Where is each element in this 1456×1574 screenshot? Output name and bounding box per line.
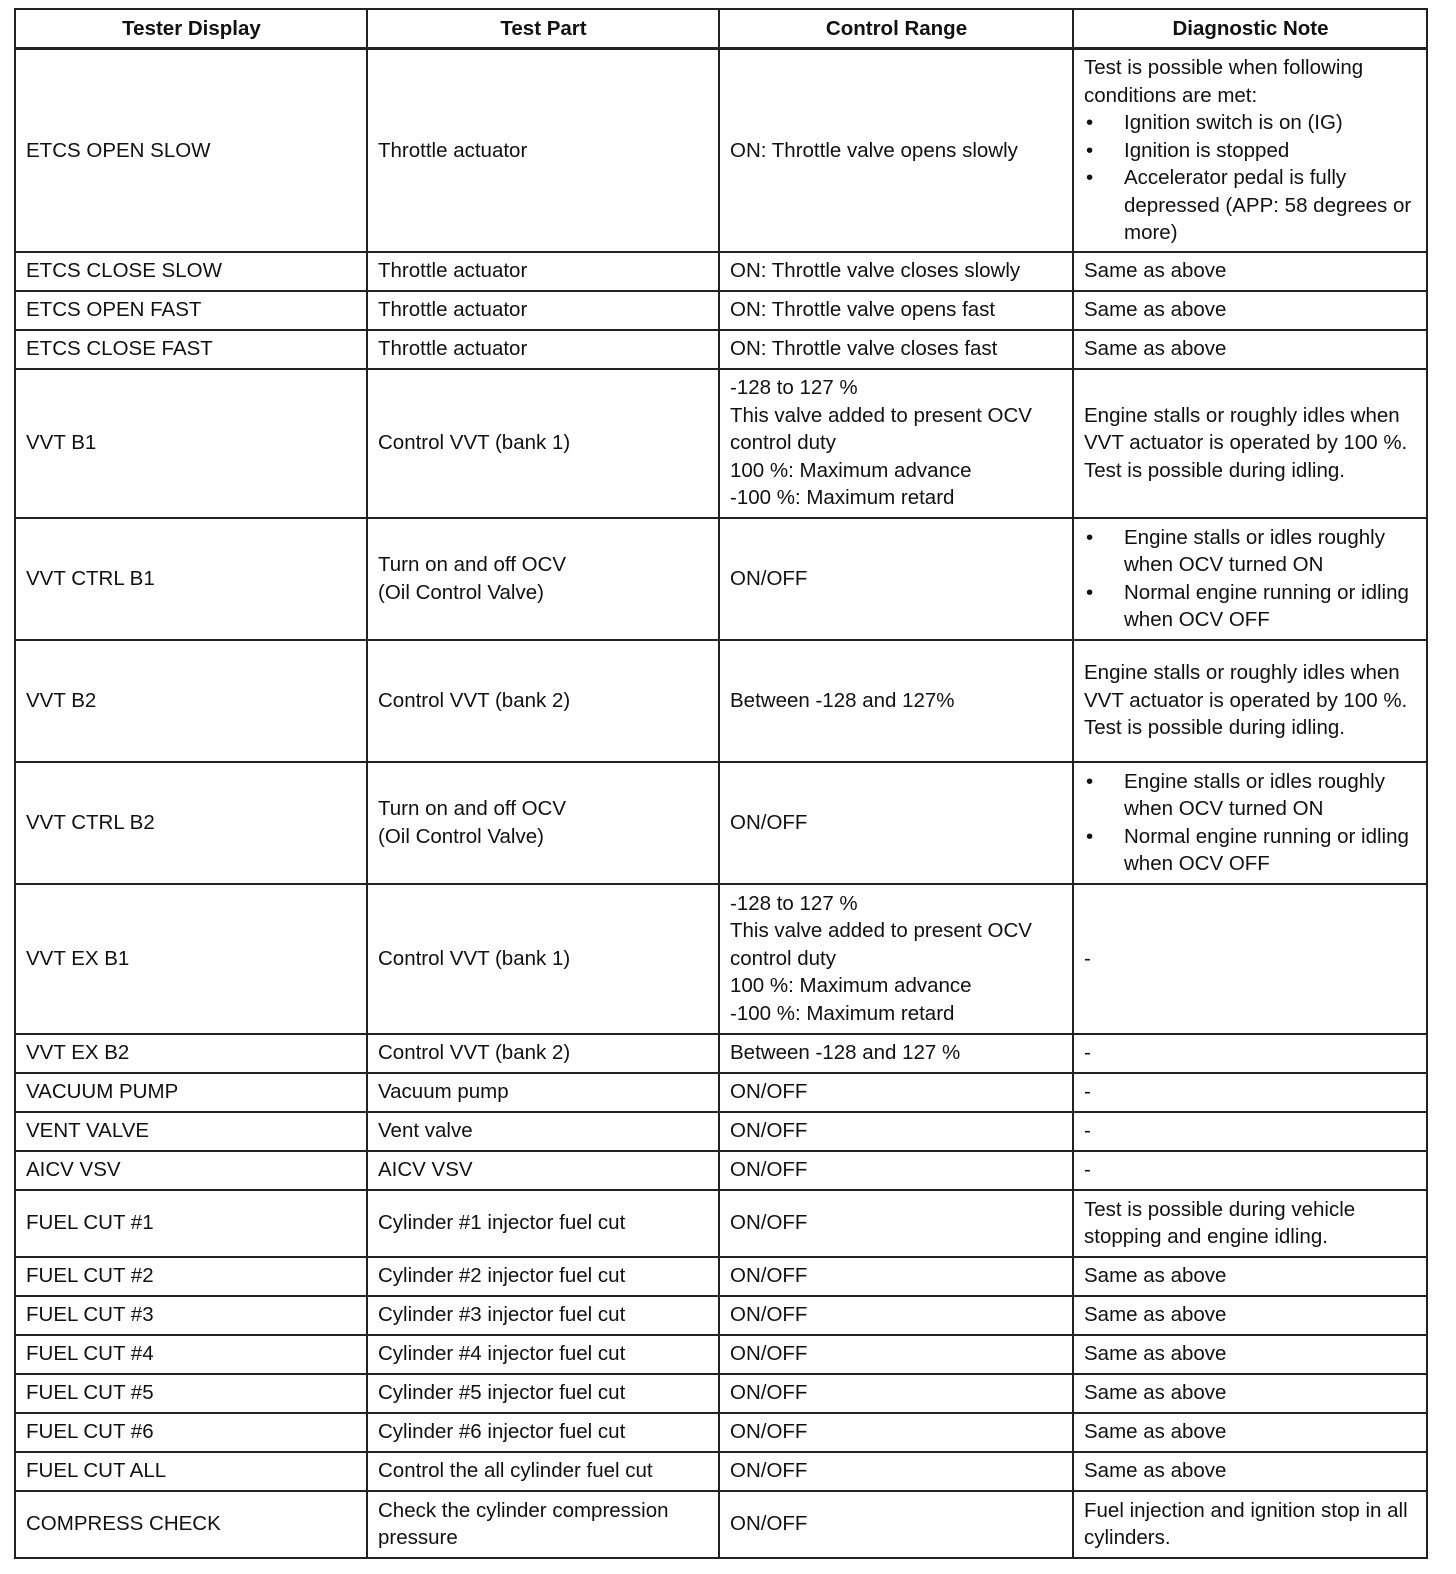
note-bullet-item: • Engine stalls or idles roughly when OCV turned ON bbox=[1084, 524, 1417, 579]
cell-test-part: Check the cylinder compression pressure bbox=[367, 1491, 719, 1558]
cell-tester-display: VVT B1 bbox=[15, 369, 367, 518]
table-row bbox=[15, 1034, 1427, 1073]
note-text: - bbox=[1084, 1041, 1091, 1065]
cell-diagnostic-note bbox=[1073, 291, 1427, 330]
cell-diagnostic-note bbox=[1073, 762, 1427, 884]
cell-test-part: Control VVT (bank 2) bbox=[367, 1034, 719, 1073]
note-text: Test is possible during vehicle stopping and engine idling. bbox=[1084, 1197, 1356, 1248]
note-text: - bbox=[1084, 1119, 1091, 1143]
cell-tester-display: VVT EX B1 bbox=[15, 884, 367, 1034]
cell-test-part: Cylinder #4 injector fuel cut bbox=[367, 1335, 719, 1374]
note-text: Same as above bbox=[1084, 1264, 1227, 1288]
cell-tester-display: VVT EX B2 bbox=[15, 1034, 367, 1073]
cell-tester-display: FUEL CUT #3 bbox=[15, 1296, 367, 1335]
cell-diagnostic-note bbox=[1073, 1073, 1427, 1112]
cell-control-range: Between -128 and 127% bbox=[719, 640, 1073, 762]
cell-control-range: ON/OFF bbox=[719, 1190, 1073, 1257]
cell-tester-display: VVT CTRL B2 bbox=[15, 762, 367, 884]
cell-control-range: ON: Throttle valve closes fast bbox=[719, 330, 1073, 369]
cell-diagnostic-note bbox=[1073, 640, 1427, 762]
cell-test-part: Cylinder #6 injector fuel cut bbox=[367, 1413, 719, 1452]
cell-control-range: ON/OFF bbox=[719, 1151, 1073, 1190]
cell-test-part: Throttle actuator bbox=[367, 291, 719, 330]
cell-test-part: Control the all cylinder fuel cut bbox=[367, 1452, 719, 1491]
cell-diagnostic-note bbox=[1073, 1190, 1427, 1257]
cell-test-part: Turn on and off OCV (Oil Control Valve) bbox=[367, 518, 719, 640]
note-bullet-list bbox=[1084, 768, 1417, 878]
note-bullet-item: • Normal engine running or idling when OCV OFF bbox=[1084, 579, 1417, 634]
cell-control-range: -128 to 127 % This valve added to present OCV control duty 100 %: Maximum advance -100 %: Maximum retard bbox=[719, 884, 1073, 1034]
cell-control-range: Between -128 and 127 % bbox=[719, 1034, 1073, 1073]
note-text: Same as above bbox=[1084, 1420, 1227, 1444]
cell-control-range: ON/OFF bbox=[719, 1296, 1073, 1335]
cell-tester-display: FUEL CUT #5 bbox=[15, 1374, 367, 1413]
note-text: Same as above bbox=[1084, 1381, 1227, 1405]
table-row bbox=[15, 1413, 1427, 1452]
cell-test-part: Cylinder #5 injector fuel cut bbox=[367, 1374, 719, 1413]
note-bullet-list bbox=[1084, 524, 1417, 634]
cell-tester-display: COMPRESS CHECK bbox=[15, 1491, 367, 1558]
cell-control-range: ON/OFF bbox=[719, 1073, 1073, 1112]
header-test-part: Test Part bbox=[367, 9, 719, 49]
note-text: Same as above bbox=[1084, 1459, 1227, 1483]
active-test-table bbox=[14, 8, 1428, 1559]
cell-diagnostic-note bbox=[1073, 49, 1427, 252]
cell-control-range: ON: Throttle valve closes slowly bbox=[719, 252, 1073, 291]
table-row bbox=[15, 640, 1427, 762]
cell-tester-display: FUEL CUT #6 bbox=[15, 1413, 367, 1452]
cell-tester-display: ETCS OPEN SLOW bbox=[15, 49, 367, 252]
cell-test-part: Cylinder #1 injector fuel cut bbox=[367, 1190, 719, 1257]
note-bullet-item: • Ignition switch is on (IG) bbox=[1084, 109, 1417, 137]
cell-tester-display: ETCS OPEN FAST bbox=[15, 291, 367, 330]
note-text: Same as above bbox=[1084, 1303, 1227, 1327]
note-text: - bbox=[1084, 946, 1091, 970]
table-row bbox=[15, 1151, 1427, 1190]
cell-diagnostic-note bbox=[1073, 1413, 1427, 1452]
header-tester-display: Tester Display bbox=[15, 9, 367, 49]
cell-tester-display: ETCS CLOSE SLOW bbox=[15, 252, 367, 291]
table-row bbox=[15, 762, 1427, 884]
cell-control-range: ON/OFF bbox=[719, 1452, 1073, 1491]
table-row bbox=[15, 1335, 1427, 1374]
table-row bbox=[15, 518, 1427, 640]
cell-control-range: -128 to 127 % This valve added to present OCV control duty 100 %: Maximum advance -100 %: Maximum retard bbox=[719, 369, 1073, 518]
table-row bbox=[15, 1073, 1427, 1112]
cell-tester-display: FUEL CUT #4 bbox=[15, 1335, 367, 1374]
cell-control-range: ON/OFF bbox=[719, 762, 1073, 884]
header-control-range: Control Range bbox=[719, 9, 1073, 49]
cell-test-part: Throttle actuator bbox=[367, 49, 719, 252]
note-text: - bbox=[1084, 1158, 1091, 1182]
cell-control-range: ON: Throttle valve opens fast bbox=[719, 291, 1073, 330]
cell-test-part: Cylinder #3 injector fuel cut bbox=[367, 1296, 719, 1335]
cell-control-range: ON/OFF bbox=[719, 1374, 1073, 1413]
cell-diagnostic-note bbox=[1073, 1374, 1427, 1413]
cell-test-part: Throttle actuator bbox=[367, 330, 719, 369]
cell-test-part: Control VVT (bank 1) bbox=[367, 369, 719, 518]
cell-control-range: ON: Throttle valve opens slowly bbox=[719, 49, 1073, 252]
cell-diagnostic-note bbox=[1073, 1151, 1427, 1190]
note-text: Same as above bbox=[1084, 337, 1227, 361]
table-row bbox=[15, 1190, 1427, 1257]
cell-control-range: ON/OFF bbox=[719, 1491, 1073, 1558]
cell-tester-display: VACUUM PUMP bbox=[15, 1073, 367, 1112]
header-row bbox=[15, 9, 1427, 49]
cell-test-part: Cylinder #2 injector fuel cut bbox=[367, 1257, 719, 1296]
cell-diagnostic-note bbox=[1073, 1034, 1427, 1073]
cell-diagnostic-note bbox=[1073, 1296, 1427, 1335]
cell-diagnostic-note bbox=[1073, 1257, 1427, 1296]
cell-diagnostic-note bbox=[1073, 1335, 1427, 1374]
table-row bbox=[15, 1296, 1427, 1335]
cell-test-part: Control VVT (bank 2) bbox=[367, 640, 719, 762]
table-row bbox=[15, 1452, 1427, 1491]
cell-tester-display: VENT VALVE bbox=[15, 1112, 367, 1151]
table-body bbox=[15, 49, 1427, 1558]
table-row bbox=[15, 1491, 1427, 1558]
cell-test-part: Vent valve bbox=[367, 1112, 719, 1151]
table-row bbox=[15, 49, 1427, 252]
cell-diagnostic-note bbox=[1073, 369, 1427, 518]
table-row bbox=[15, 1112, 1427, 1151]
cell-tester-display: FUEL CUT #1 bbox=[15, 1190, 367, 1257]
cell-tester-display: ETCS CLOSE FAST bbox=[15, 330, 367, 369]
note-text: - bbox=[1084, 1080, 1091, 1104]
note-bullet-item: • Engine stalls or idles roughly when OCV turned ON bbox=[1084, 768, 1417, 823]
note-bullet-item: • Accelerator pedal is fully depressed (APP: 58 degrees or more) bbox=[1084, 164, 1417, 247]
table-row bbox=[15, 369, 1427, 518]
cell-test-part: Control VVT (bank 1) bbox=[367, 884, 719, 1034]
cell-tester-display: VVT B2 bbox=[15, 640, 367, 762]
cell-test-part: AICV VSV bbox=[367, 1151, 719, 1190]
table-row bbox=[15, 291, 1427, 330]
note-text: Test is possible when following conditions are met: bbox=[1084, 56, 1364, 107]
table-row bbox=[15, 884, 1427, 1034]
note-text: Fuel injection and ignition stop in all cylinders. bbox=[1084, 1498, 1408, 1549]
cell-diagnostic-note bbox=[1073, 252, 1427, 291]
cell-tester-display: AICV VSV bbox=[15, 1151, 367, 1190]
cell-tester-display: VVT CTRL B1 bbox=[15, 518, 367, 640]
cell-diagnostic-note bbox=[1073, 518, 1427, 640]
note-text: Engine stalls or roughly idles when VVT actuator is operated by 100 %. Test is possible during idling. bbox=[1084, 661, 1408, 740]
cell-diagnostic-note bbox=[1073, 1112, 1427, 1151]
cell-control-range: ON/OFF bbox=[719, 1413, 1073, 1452]
note-bullet-item: • Normal engine running or idling when OCV OFF bbox=[1084, 823, 1417, 878]
table-row bbox=[15, 252, 1427, 291]
cell-diagnostic-note bbox=[1073, 884, 1427, 1034]
table-row bbox=[15, 1374, 1427, 1413]
cell-diagnostic-note bbox=[1073, 330, 1427, 369]
cell-test-part: Turn on and off OCV (Oil Control Valve) bbox=[367, 762, 719, 884]
note-bullet-item: • Ignition is stopped bbox=[1084, 137, 1417, 165]
note-text: Same as above bbox=[1084, 1342, 1227, 1366]
cell-tester-display: FUEL CUT #2 bbox=[15, 1257, 367, 1296]
cell-tester-display: FUEL CUT ALL bbox=[15, 1452, 367, 1491]
note-bullet-list bbox=[1084, 109, 1417, 247]
cell-control-range: ON/OFF bbox=[719, 1112, 1073, 1151]
cell-control-range: ON/OFF bbox=[719, 518, 1073, 640]
header-diagnostic-note: Diagnostic Note bbox=[1073, 9, 1427, 49]
cell-diagnostic-note bbox=[1073, 1491, 1427, 1558]
note-text: Engine stalls or roughly idles when VVT actuator is operated by 100 %. Test is possible during idling. bbox=[1084, 403, 1408, 482]
cell-control-range: ON/OFF bbox=[719, 1335, 1073, 1374]
note-text: Same as above bbox=[1084, 298, 1227, 322]
cell-test-part: Throttle actuator bbox=[367, 252, 719, 291]
cell-test-part: Vacuum pump bbox=[367, 1073, 719, 1112]
cell-control-range: ON/OFF bbox=[719, 1257, 1073, 1296]
cell-diagnostic-note bbox=[1073, 1452, 1427, 1491]
note-text: Same as above bbox=[1084, 259, 1227, 283]
table-row bbox=[15, 1257, 1427, 1296]
table-row bbox=[15, 330, 1427, 369]
